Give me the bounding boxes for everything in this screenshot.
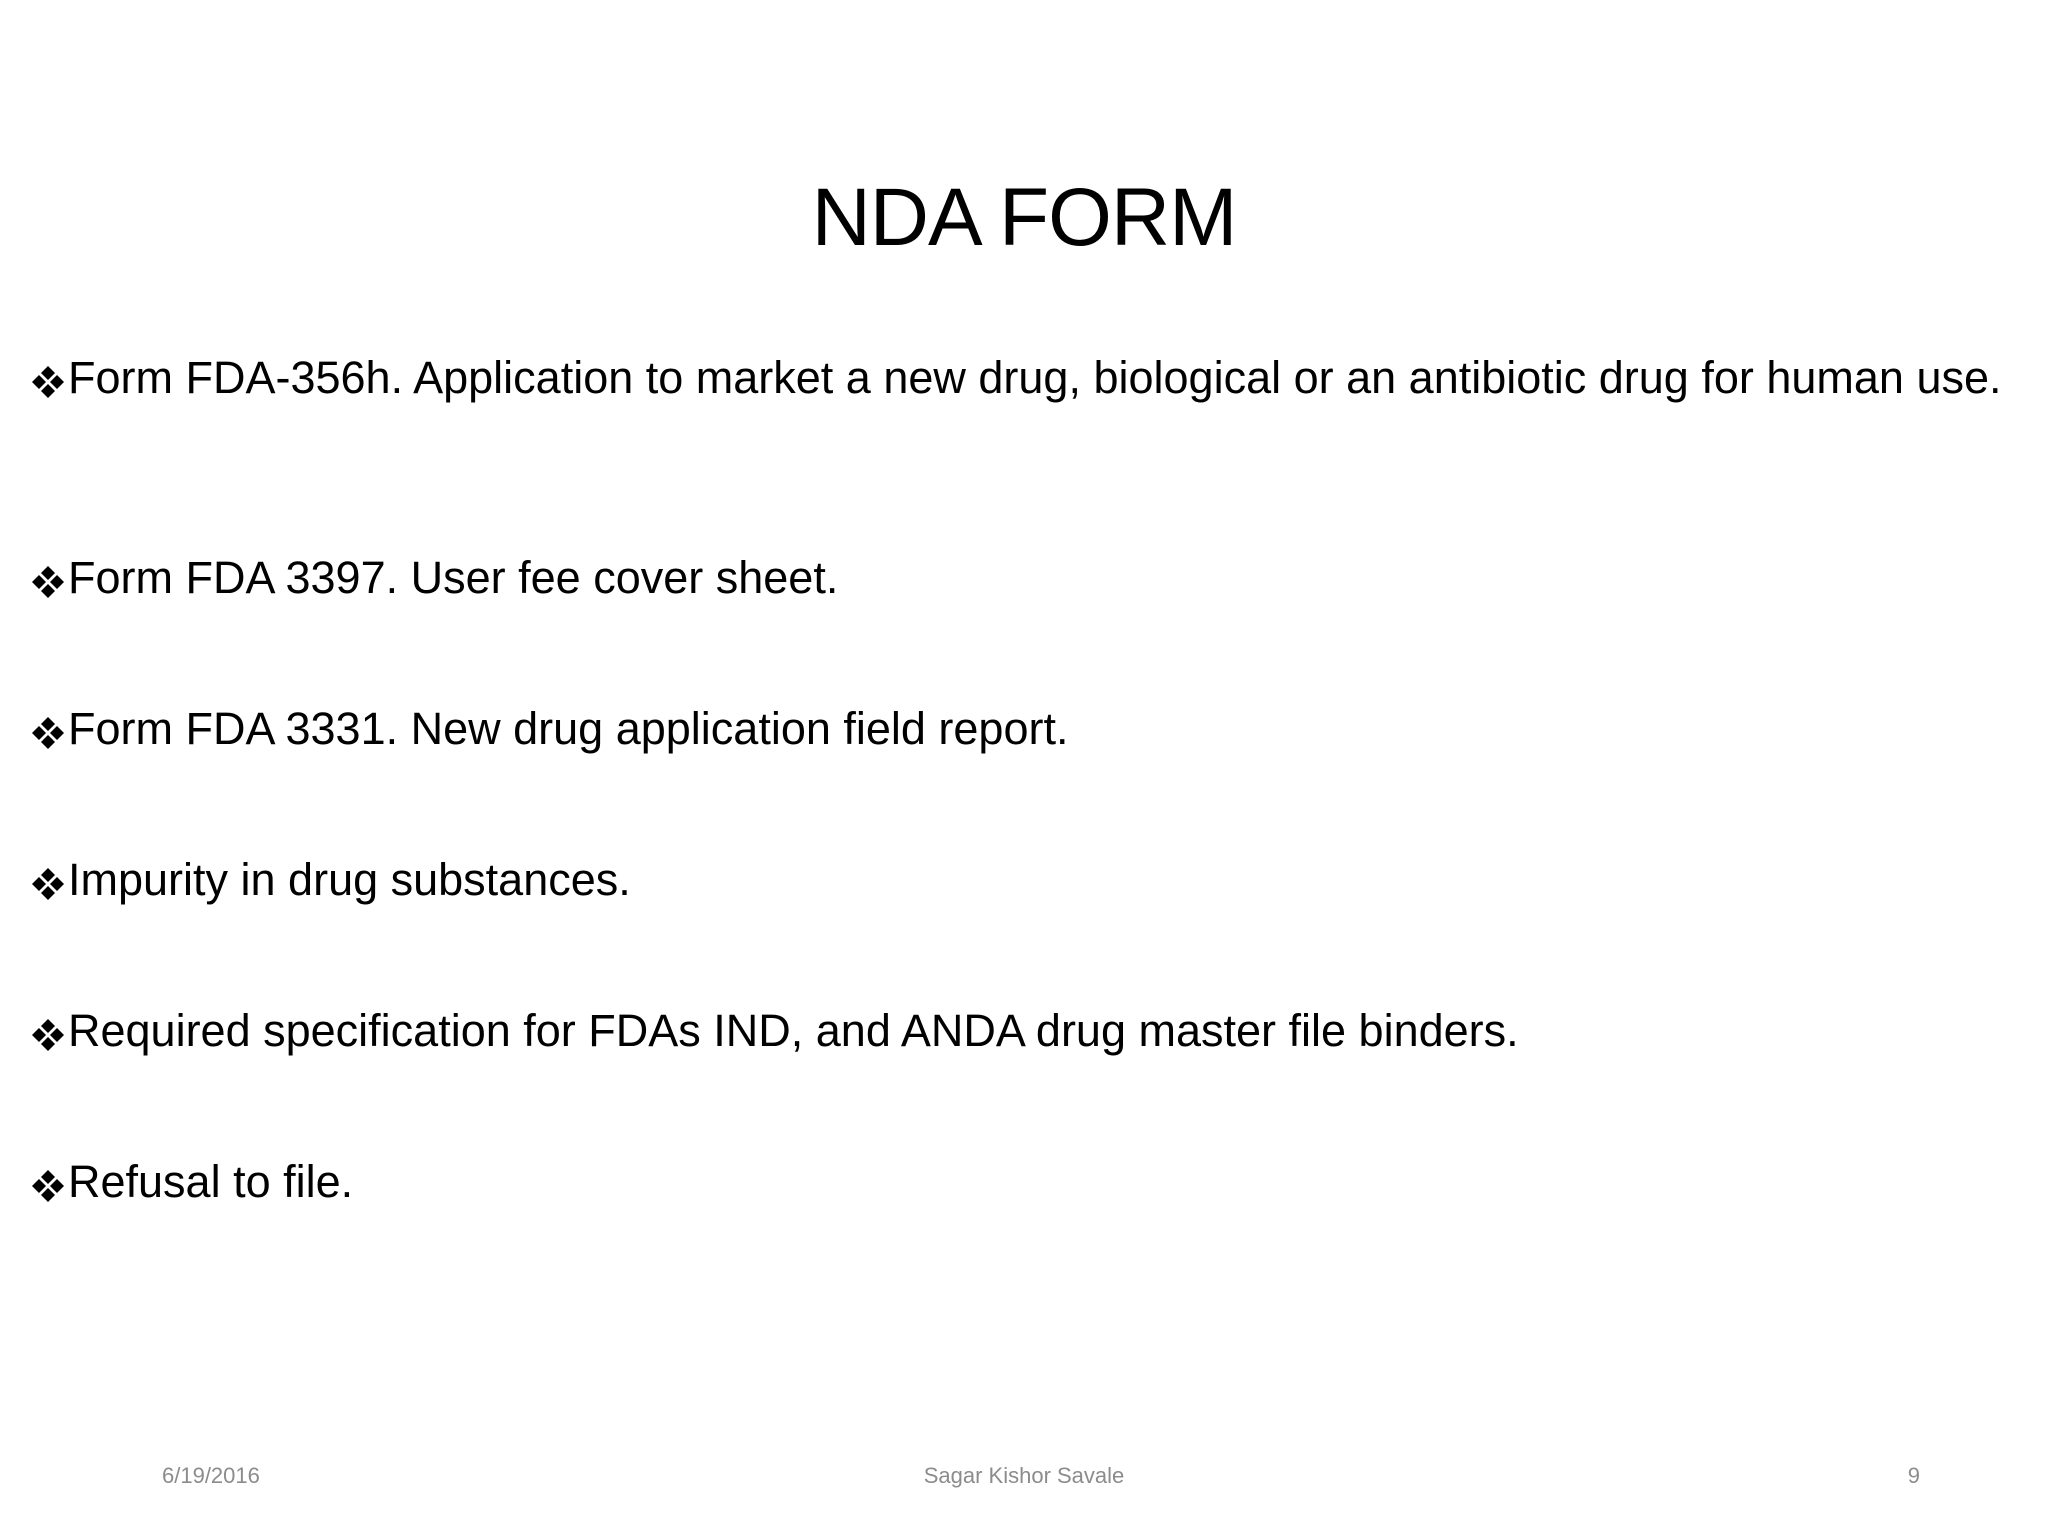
bullet-item	[28, 854, 2018, 906]
four-diamond-bullet-icon	[28, 1166, 68, 1206]
bullet-item	[28, 352, 2018, 404]
footer-date: 6/19/2016	[162, 1463, 260, 1488]
footer-page-number: 9	[1907, 1463, 1920, 1488]
bullet-text: Impurity in drug substances.	[68, 854, 631, 905]
bullet-text: Form FDA-356h. Application to market a new drug, biological or an antibiotic drug for human use.	[68, 352, 2002, 403]
bullet-item	[28, 1156, 2018, 1208]
bullet-item	[28, 703, 2018, 755]
bullet-text: Required specification for FDAs IND, and ANDA drug master file binders.	[68, 1005, 1519, 1056]
footer-author: Sagar Kishor Savale	[923, 1463, 1125, 1488]
slide-title: NDA FORM	[811, 172, 1237, 263]
bullet-item	[28, 552, 2018, 604]
four-diamond-bullet-icon	[28, 1015, 68, 1055]
bullet-text: Form FDA 3397. User fee cover sheet.	[68, 552, 839, 603]
bullet-text: Form FDA 3331. New drug application field report.	[68, 703, 1069, 754]
four-diamond-bullet-icon	[28, 713, 68, 753]
bullet-item	[28, 1005, 2018, 1057]
four-diamond-bullet-icon	[28, 562, 68, 602]
four-diamond-bullet-icon	[28, 864, 68, 904]
bullet-text: Refusal to file.	[68, 1156, 354, 1207]
four-diamond-bullet-icon	[28, 362, 68, 402]
